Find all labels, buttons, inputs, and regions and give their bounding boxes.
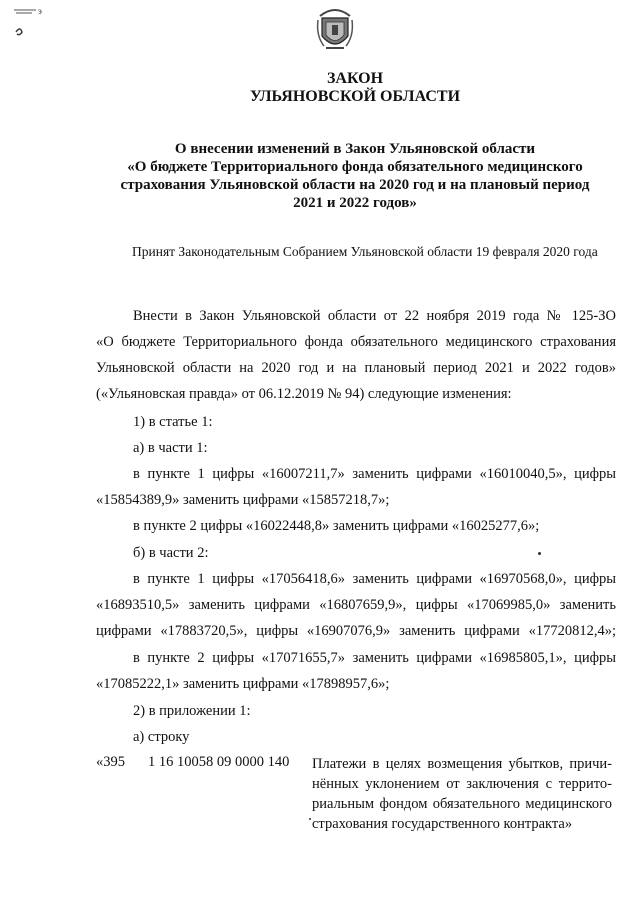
svg-text:э: э xyxy=(38,6,42,16)
budget-class-code: 1 16 10058 09 0000 140 xyxy=(148,754,290,770)
list-item: а) в части 1: xyxy=(133,440,208,456)
paragraph-line: «17085222,1» заменить цифрами «17898957,6»; xyxy=(96,676,390,692)
subject-line: О внесении изменений в Закон Ульяновской области xyxy=(174,141,536,157)
paragraph-line: «О бюджете Территориального фонда обязательного медицинского страхования xyxy=(96,334,616,350)
paragraph-line: «16893510,5» заменить цифрами «16807659,9», цифры «17069985,0» заменить xyxy=(96,597,616,613)
law-region: УЛЬЯНОВСКОЙ ОБЛАСТИ xyxy=(249,88,461,105)
adoption-note: Принят Законодательным Собранием Ульяновской области 19 февраля 2020 года xyxy=(132,244,598,259)
paragraph-line: Ульяновской области на 2020 год и на плановый период 2021 и 2022 годов» xyxy=(96,360,616,376)
description-line: Платежи в целях возмещения убытков, причи- xyxy=(312,756,612,772)
list-item: 2) в приложении 1: xyxy=(133,703,251,719)
paragraph-line: в пункте 1 цифры «16007211,7» заменить цифрами «16010040,5», цифры xyxy=(133,466,616,482)
law-subject xyxy=(0,140,640,212)
revenue-description xyxy=(312,754,612,834)
paragraph-line: в пункте 2 цифры «17071655,7» заменить цифрами «16985805,1», цифры xyxy=(133,650,616,666)
admin-code: «395 xyxy=(96,754,125,770)
law-title: ЗАКОН xyxy=(326,70,384,87)
paragraph-line: цифрами «17883720,5», цифры «16907076,9» заменить цифрами «17720812,4»; xyxy=(96,623,616,639)
paragraph-line: («Ульяновская правда» от 06.12.2019 № 94) следующие изменения: xyxy=(96,386,512,402)
scan-speck xyxy=(309,818,311,820)
description-line: страхования государственного контракта» xyxy=(312,816,573,832)
paragraph-line: в пункте 2 цифры «16022448,8» заменить цифрами «16025277,6»; xyxy=(133,518,540,534)
scan-speck xyxy=(538,552,541,555)
description-line: риальным фондом обязательного медицинского xyxy=(312,796,612,812)
paragraph-line: «15854389,9» заменить цифрами «15857218,7»; xyxy=(96,492,390,508)
subject-line: «О бюджете Территориального фонда обязательного медицинского xyxy=(127,159,583,175)
list-item: а) строку xyxy=(133,729,190,745)
list-item: б) в части 2: xyxy=(133,545,209,561)
paragraph-line: в пункте 1 цифры «17056418,6» заменить цифрами «16970568,0», цифры xyxy=(133,571,616,587)
description-line: нённых уклонением от заключения с террито- xyxy=(312,776,612,792)
list-item: 1) в статье 1: xyxy=(133,414,213,430)
subject-line: страхования Ульяновской области на 2020 год и на плановый период xyxy=(120,177,590,193)
scan-mark-icon xyxy=(8,2,48,42)
subject-line: 2021 и 2022 годов» xyxy=(293,195,417,211)
paragraph-line: Внести в Закон Ульяновской области от 22 ноября 2019 года № 125-ЗО xyxy=(133,308,616,324)
coat-of-arms-emblem xyxy=(316,6,354,54)
